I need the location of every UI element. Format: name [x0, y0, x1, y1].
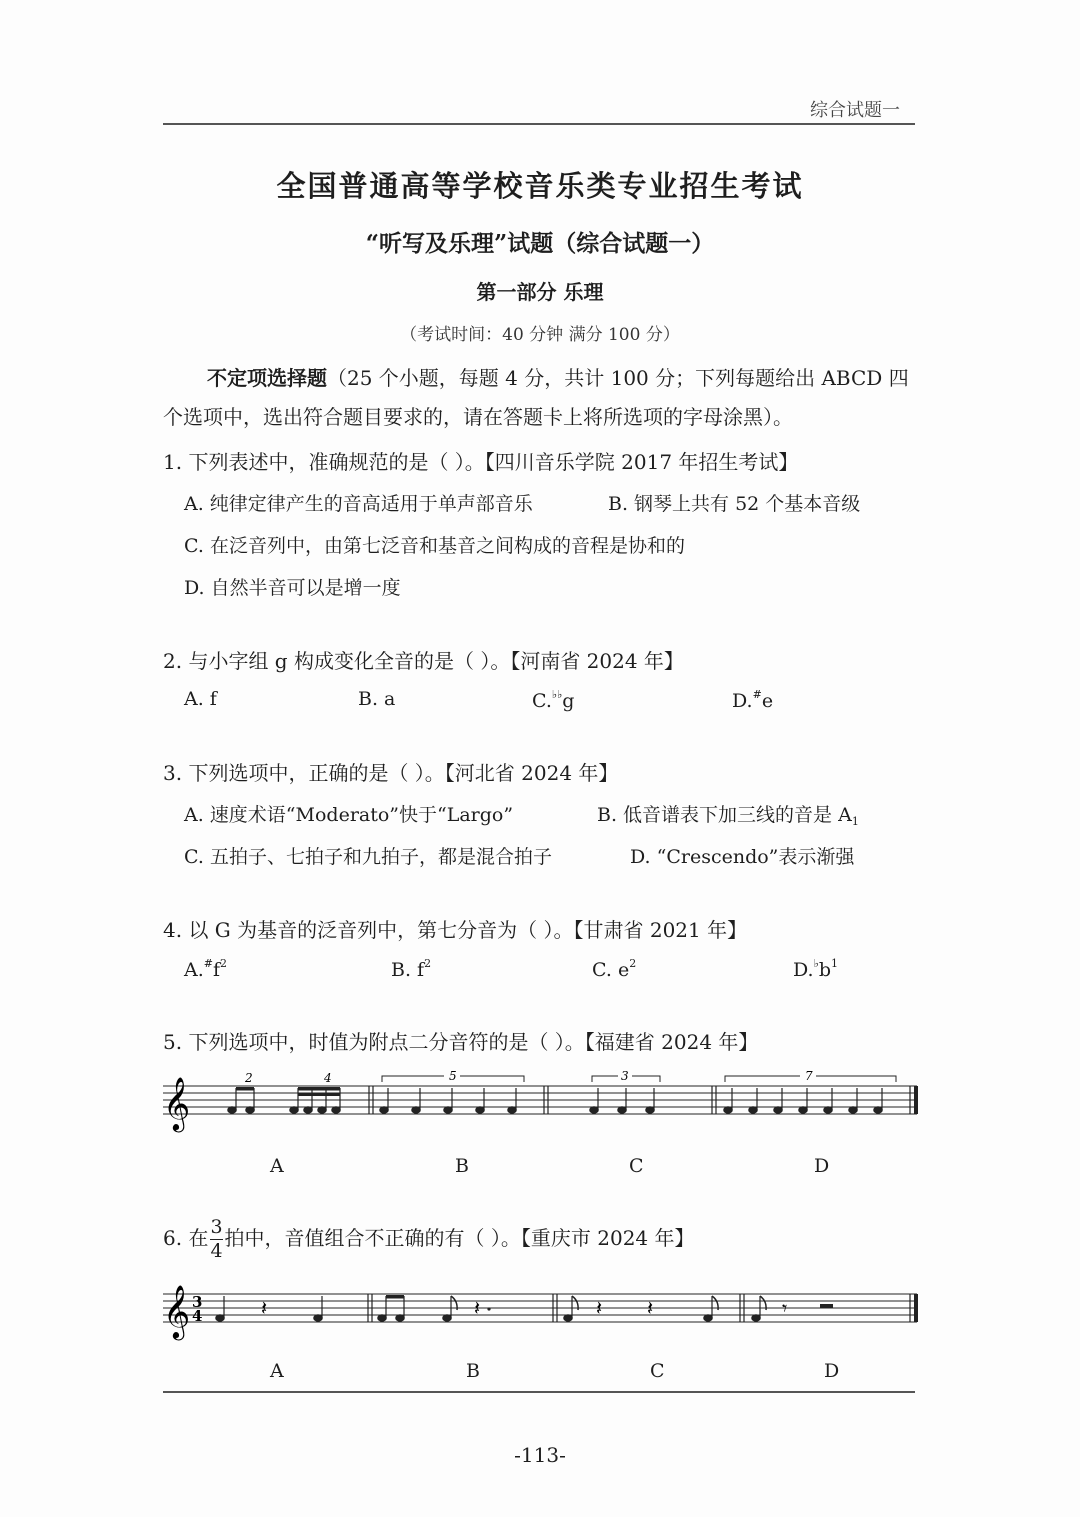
q3-option-d: D. “Crescendo”表示渐强: [630, 846, 855, 868]
q5-b-note: [476, 1107, 485, 1113]
q6-d-note: [752, 1315, 761, 1321]
exam-subtitle: “听写及乐理”试题（综合试题一）: [365, 230, 715, 257]
q6-label-c: C: [650, 1360, 665, 1382]
q1-option-d: D. 自然半音可以是增一度: [184, 577, 401, 599]
q5-c-note: [646, 1107, 655, 1113]
q5-tuplet-5: 5: [449, 1069, 457, 1083]
q5-c-note: [618, 1107, 627, 1113]
q5-d-note: [874, 1107, 883, 1113]
q4-d-accidental: ♭: [813, 957, 819, 970]
q6-stem-prefix: 6. 在: [163, 1226, 209, 1250]
q6-time-num: 3: [210, 1216, 223, 1238]
q5-d-note: [724, 1107, 733, 1113]
q6-label-b: B: [466, 1360, 480, 1382]
half-rest-icon: [820, 1304, 833, 1308]
q6-staff-lines: [163, 1294, 917, 1322]
q5-d-note: [799, 1107, 808, 1113]
q6-option-d-notes: [752, 1296, 766, 1321]
q3-b-sub: 1: [851, 815, 859, 828]
q5-tuplet-7: 7: [805, 1069, 813, 1083]
q5-staff: [160, 1064, 922, 1136]
q5-option-b-notes: [380, 1088, 517, 1113]
q5-tuplet-4: 4: [324, 1071, 332, 1085]
q6-a-note: [216, 1315, 225, 1321]
q6-b-note: [443, 1315, 452, 1321]
page-number: -113-: [514, 1443, 566, 1467]
eighth-rest-icon: 𝄾: [782, 1296, 788, 1320]
q5-c-note: [590, 1107, 599, 1113]
q5-option-c-notes: [590, 1088, 655, 1113]
q5-b-note: [412, 1107, 421, 1113]
q2-option-b: B. a: [358, 688, 396, 710]
q6-stem-suffix: 拍中，音值组合不正确的有（ ）。【重庆市 2024 年】: [224, 1226, 695, 1250]
instructions-text: （25 个小题，每题 4 分，共计 100 分；下列每题给出 ABCD 四: [327, 366, 909, 390]
q6-a-note: [314, 1315, 323, 1321]
q2-c-accidental: ♭♭: [551, 688, 563, 701]
q6-b-note: [396, 1315, 405, 1321]
q5-a-note: [332, 1107, 341, 1113]
q5-b-note: [508, 1107, 517, 1113]
q4-option-c: [592, 957, 636, 981]
q5-a-note: [318, 1107, 327, 1113]
q5-stem: 5. 下列选项中，时值为附点二分音符的是（ ）。【福建省 2024 年】: [163, 1030, 759, 1054]
q4-b-prefix: B. f: [391, 959, 425, 981]
q4-d-note: b: [818, 959, 831, 981]
q5-c-bracket: [592, 1076, 618, 1082]
q5-label-d: D: [814, 1155, 830, 1177]
q2-c-note: g: [562, 690, 575, 712]
q5-tuplet-3: 3: [621, 1069, 629, 1083]
header-label: 综合试题一: [810, 100, 900, 121]
q3-option-a: A. 速度术语“Moderato”快于“Largo”: [184, 804, 514, 826]
q5-d-bracket: [816, 1076, 896, 1082]
q4-stem: 4. 以 G 为基音的泛音列中，第七分音为（ ）。【甘肃省 2021 年】: [163, 918, 748, 942]
instructions-line2: 个选项中，选出符合题目要求的，请在答题卡上将所选项的字母涂黑）。: [163, 405, 793, 429]
q4-option-d: [793, 957, 838, 981]
q6-label-a: A: [270, 1360, 284, 1382]
q5-d-note: [749, 1107, 758, 1113]
q4-a-note: f: [212, 959, 221, 981]
q5-d-note: [824, 1107, 833, 1113]
q2-d-note: e: [761, 690, 774, 712]
quarter-rest-icon: 𝄽: [596, 1296, 603, 1320]
q4-a-prefix: A.: [184, 959, 204, 981]
quarter-rest-icon: 𝄽: [474, 1296, 481, 1320]
q4-option-a: [184, 957, 227, 981]
q5-c-bracket: [632, 1076, 660, 1082]
q5-a-note: [246, 1107, 255, 1113]
q5-d-note: [849, 1107, 858, 1113]
quarter-rest-icon: 𝄽: [647, 1296, 654, 1320]
q5-tuplet-2: 2: [245, 1071, 253, 1085]
q1-option-b: B. 钢琴上共有 52 个基本音级: [608, 493, 861, 515]
instructions-bold: 不定项选择题: [207, 366, 327, 390]
q4-a-accidental: #: [203, 957, 213, 970]
q5-a-note: [290, 1107, 299, 1113]
q4-b-octave: 2: [424, 957, 432, 970]
q2-d-accidental: #: [752, 688, 762, 701]
q6-label-d: D: [824, 1360, 840, 1382]
q2-d-prefix: D.: [732, 690, 753, 712]
q5-b-bracket: [460, 1076, 524, 1082]
q6-option-a-notes: [216, 1296, 323, 1321]
instructions-line1: [207, 362, 909, 391]
q4-c-octave: 2: [629, 957, 637, 970]
q5-a-note: [228, 1107, 237, 1113]
q6-option-c-notes: [564, 1296, 718, 1321]
q5-label-b: B: [455, 1155, 469, 1177]
treble-clef-icon: 𝄞: [163, 1284, 191, 1338]
header-rule: [163, 123, 915, 125]
q5-label-a: A: [270, 1155, 284, 1177]
q1-option-a: A. 纯律定律产生的音高适用于单声部音乐: [184, 493, 533, 515]
q6-stem: [163, 1218, 695, 1261]
q2-stem: 2. 与小字组 g 构成变化全音的是（ ）。【河南省 2024 年】: [163, 649, 684, 673]
q4-a-octave: 2: [220, 957, 228, 970]
q6-b-note: [378, 1315, 387, 1321]
q2-option-a: A. f: [184, 688, 217, 710]
q4-option-b: [391, 957, 431, 981]
q6-time-signature: [210, 1218, 222, 1261]
q5-option-d-notes: [724, 1088, 883, 1113]
q6-time-den: 4: [210, 1240, 223, 1262]
q3-stem: 3. 下列选项中，正确的是（ ）。【河北省 2024 年】: [163, 761, 619, 785]
q6-c-note: [704, 1315, 713, 1321]
q4-d-octave: 1: [830, 957, 838, 970]
q3-option-c: C. 五拍子、七拍子和九拍子，都是混合拍子: [184, 846, 552, 868]
q5-label-c: C: [629, 1155, 644, 1177]
q5-a-note: [304, 1107, 313, 1113]
footer-rule: [163, 1391, 915, 1393]
q5-b-bracket: [382, 1076, 444, 1082]
q2-option-c: [532, 688, 574, 712]
q3-b-text: B. 低音谱表下加三线的音是 A: [597, 804, 852, 826]
q1-option-c: C. 在泛音列中，由第七泛音和基音之间构成的音程是协和的: [184, 535, 685, 557]
quarter-rest-icon: 𝄽: [261, 1296, 268, 1320]
q4-d-prefix: D.: [793, 959, 814, 981]
q2-c-prefix: C.: [532, 690, 552, 712]
q1-stem: 1. 下列表述中，准确规范的是（ ）。【四川音乐学院 2017 年招生考试】: [163, 450, 799, 474]
q6-c-note: [564, 1315, 573, 1321]
q5-b-note: [380, 1107, 389, 1113]
q5-d-bracket: [725, 1076, 800, 1082]
q3-option-b: [597, 800, 859, 828]
treble-clef-icon: 𝄞: [163, 1076, 191, 1130]
q2-option-d: [732, 688, 773, 712]
q4-c-prefix: C. e: [592, 959, 630, 981]
q6-staff: [160, 1272, 922, 1344]
exam-title: 全国普通高等学校音乐类专业招生考试: [276, 169, 804, 203]
part-title: 第一部分 乐理: [476, 280, 604, 304]
q6-staff-time-den: 4: [192, 1307, 203, 1325]
q5-d-note: [774, 1107, 783, 1113]
q6-staff-time-num: 3: [192, 1293, 203, 1311]
exam-info: （考试时间：40 分钟 满分 100 分）: [400, 325, 680, 345]
q5-b-note: [444, 1107, 453, 1113]
